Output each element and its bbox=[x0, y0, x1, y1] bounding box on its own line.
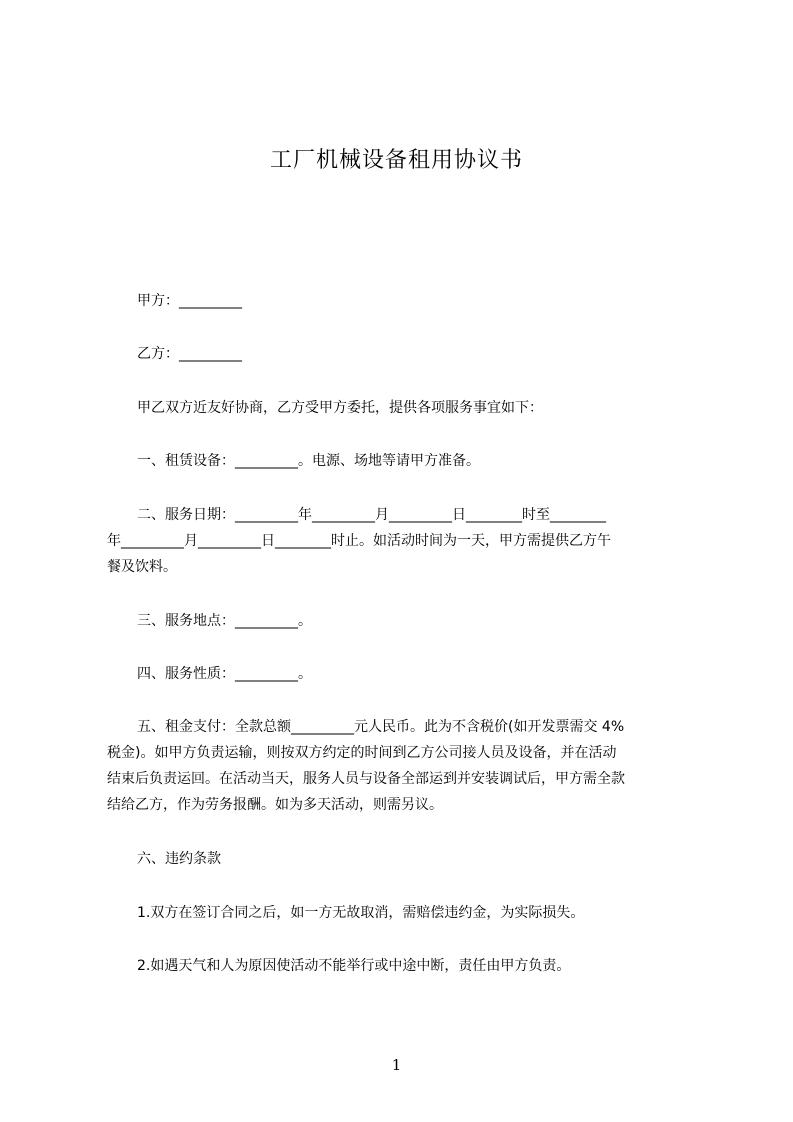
section-2-line-2: 年_________月_________日________时止。如活动时间为一天，甲方需提供乙方午 bbox=[107, 533, 611, 549]
section-3-location: 三、服务地点：_________。 bbox=[137, 613, 312, 629]
document-title: 工厂机械设备租用协议书 bbox=[269, 148, 523, 173]
clause-2: 2.如遇天气和人为原因使活动不能举行或中途中断，责任由甲方负责。 bbox=[137, 958, 571, 974]
section-5-line-4: 结给乙方，作为劳务报酬。如为多天活动，则需另议。 bbox=[107, 797, 443, 813]
section-5-line-3: 结束后负责运回。在活动当天，服务人员与设备全部运到并安装调试后，甲方需全款 bbox=[107, 771, 625, 787]
section-5-line-1: 五、租金支付：全款总额_________元人民币。此为不含税价(如开发票需交 4% bbox=[137, 719, 625, 735]
party-b-line: 乙方：_________ bbox=[137, 346, 242, 362]
section-6-title: 六、违约条款 bbox=[137, 851, 221, 867]
section-1-equipment: 一、租赁设备：_________。电源、场地等请甲方准备。 bbox=[137, 453, 480, 469]
clause-1: 1.双方在签订合同之后，如一方无故取消，需赔偿违约金，为实际损失。 bbox=[137, 905, 585, 921]
party-a-line: 甲方：_________ bbox=[137, 293, 242, 309]
section-2-line-3: 餐及饮料。 bbox=[107, 559, 177, 575]
section-5-line-2: 税金)。如甲方负责运输，则按双方约定的时间到乙方公司接人员及设备，并在活动 bbox=[107, 745, 617, 761]
intro-paragraph: 甲乙双方近友好协商，乙方受甲方委托，提供各项服务事宜如下： bbox=[137, 400, 543, 416]
page-number: 1 bbox=[391, 1056, 402, 1074]
section-2-line-1: 二、服务日期：_________年_________月_________日________时至________ bbox=[137, 507, 606, 523]
section-4-nature: 四、服务性质：_________。 bbox=[137, 666, 312, 682]
